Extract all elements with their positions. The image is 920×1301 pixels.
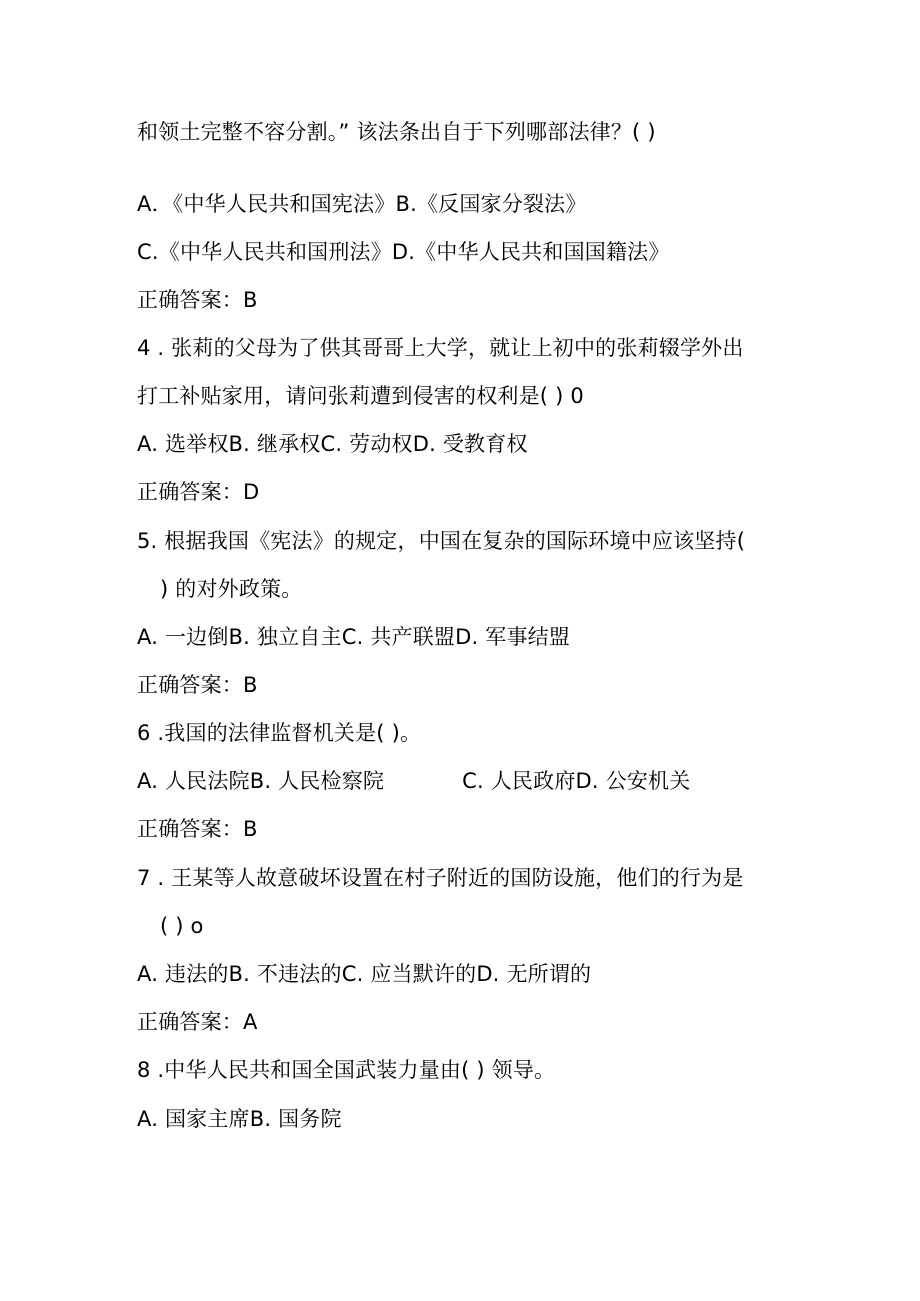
- question-8-text: 8 .中华人民共和国全国武装力量由( ) 领导。: [137, 1058, 556, 1082]
- question-7-answer: 正确答案：A: [137, 1010, 258, 1034]
- question-4-options: A. 选举权B. 继承权C. 劳动权D. 受教育权: [137, 432, 528, 456]
- question-3-answer: 正确答案：B: [137, 288, 258, 312]
- question-8-options: A. 国家主席B. 国务院: [137, 1107, 342, 1131]
- question-4-text: 4 . 张莉的父母为了供其哥哥上大学，就让上初中的张莉辍学外出: [137, 336, 744, 360]
- question-5-options: A. 一边倒B. 独立自主C. 共产联盟D. 军事结盟: [137, 625, 571, 649]
- question-5-text-continued: ) 的对外政策。: [160, 577, 303, 601]
- question-7-options: A. 违法的B. 不违法的C. 应当默许的D. 无所谓的: [137, 962, 592, 986]
- question-7-text-continued: ( ) o: [160, 914, 204, 938]
- question-6-answer: 正确答案：B: [137, 817, 258, 841]
- question-4-answer: 正确答案：D: [137, 480, 260, 504]
- question-6-options-ab: A. 人民法院B. 人民检察院: [137, 769, 385, 793]
- question-7-text: 7 . 王某等人故意破坏设置在村子附近的国防设施，他们的行为是: [137, 866, 744, 890]
- question-6-options: [137, 767, 690, 795]
- question-5-text: 5. 根据我国《宪法》的规定，中国在复杂的国际环境中应该坚持(: [137, 529, 746, 553]
- question-5-answer: 正确答案：B: [137, 673, 258, 697]
- question-6-options-cd: C. 人民政府D. 公安机关: [462, 769, 691, 793]
- question-3-continuation: 和领土完整不容分割。” 该法条出自于下列哪部法律？( ): [137, 120, 656, 144]
- question-6-text: 6 .我国的法律监督机关是( )。: [137, 721, 422, 745]
- question-4-text-continued: 打工补贴家用，请问张莉遭到侵害的权利是( ) 0: [137, 384, 584, 408]
- question-3-options-ab: A．《中华人民共和国宪法》B.《反国家分裂法》: [137, 192, 587, 216]
- question-3-options-cd: C.《中华人民共和国刑法》D.《中华人民共和国国籍法》: [137, 240, 670, 264]
